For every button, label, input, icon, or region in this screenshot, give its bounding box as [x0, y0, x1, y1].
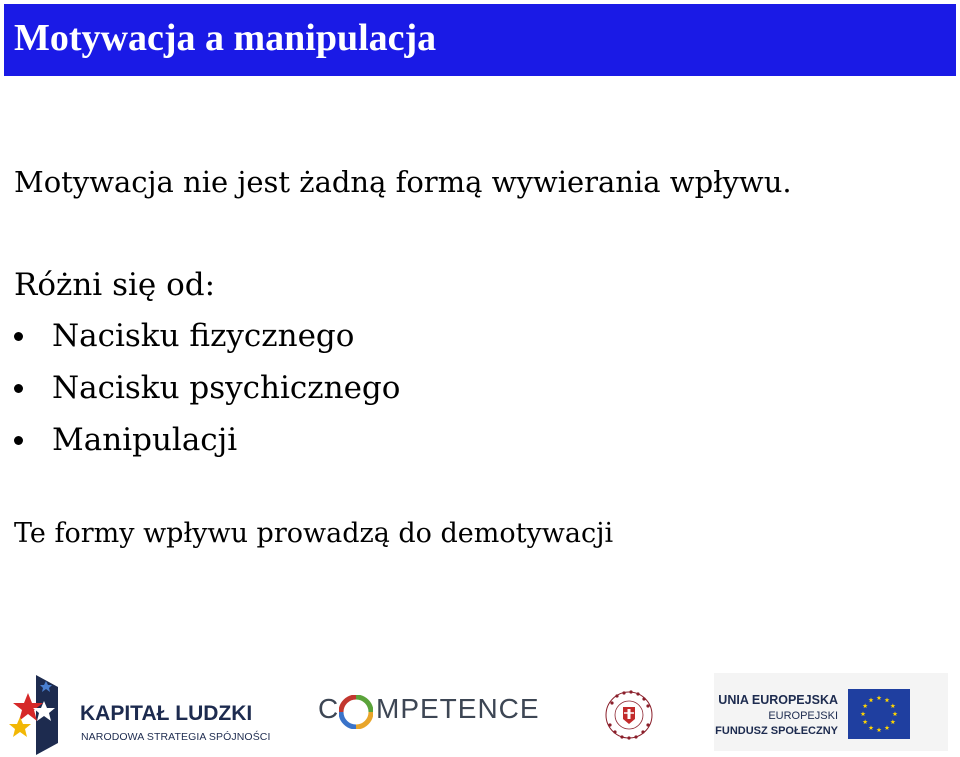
eu-flag-icon [848, 689, 910, 739]
bullet-dot-icon [14, 384, 23, 393]
kapital-ludzki-emblem-icon [6, 673, 70, 755]
title-bar [4, 4, 956, 76]
eu-logo [714, 673, 948, 751]
statement-text: Motywacja nie jest żadną formą wywierania wpływu. [14, 165, 792, 199]
bullet-list [14, 315, 400, 471]
competence-ring-icon [339, 695, 373, 729]
kapital-ludzki-title: KAPITAŁ LUDZKI [80, 702, 253, 725]
bullet-text: Nacisku psychicznego [52, 370, 401, 406]
bullet-item [14, 367, 400, 419]
kapital-ludzki-logo [6, 673, 271, 755]
differs-label: Różni się od: [14, 267, 216, 303]
competence-logo [318, 693, 540, 733]
bullet-item [14, 419, 400, 471]
conclusion-text: Te formy wpływu prowadzą do demotywacji [14, 518, 614, 549]
slide-title: Motywacja a manipulacja [14, 17, 437, 59]
bullet-dot-icon [14, 436, 23, 445]
eu-line1: UNIA EUROPEJSKA [718, 693, 838, 707]
eu-line2: EUROPEJSKI [768, 710, 838, 722]
bullet-text: Nacisku fizycznego [52, 318, 355, 354]
akademia-morska-seal-icon [603, 685, 655, 747]
competence-c-letter: C [318, 693, 340, 724]
bullet-text: Manipulacji [52, 422, 238, 458]
eu-line3: FUNDUSZ SPOŁECZNY [715, 725, 838, 737]
footer-logos [0, 665, 960, 757]
bullet-item [14, 315, 400, 367]
competence-text: MPETENCE [376, 693, 540, 724]
bullet-dot-icon [14, 332, 23, 341]
kapital-ludzki-subtitle: NARODOWA STRATEGIA SPÓJNOŚCI [81, 731, 271, 743]
